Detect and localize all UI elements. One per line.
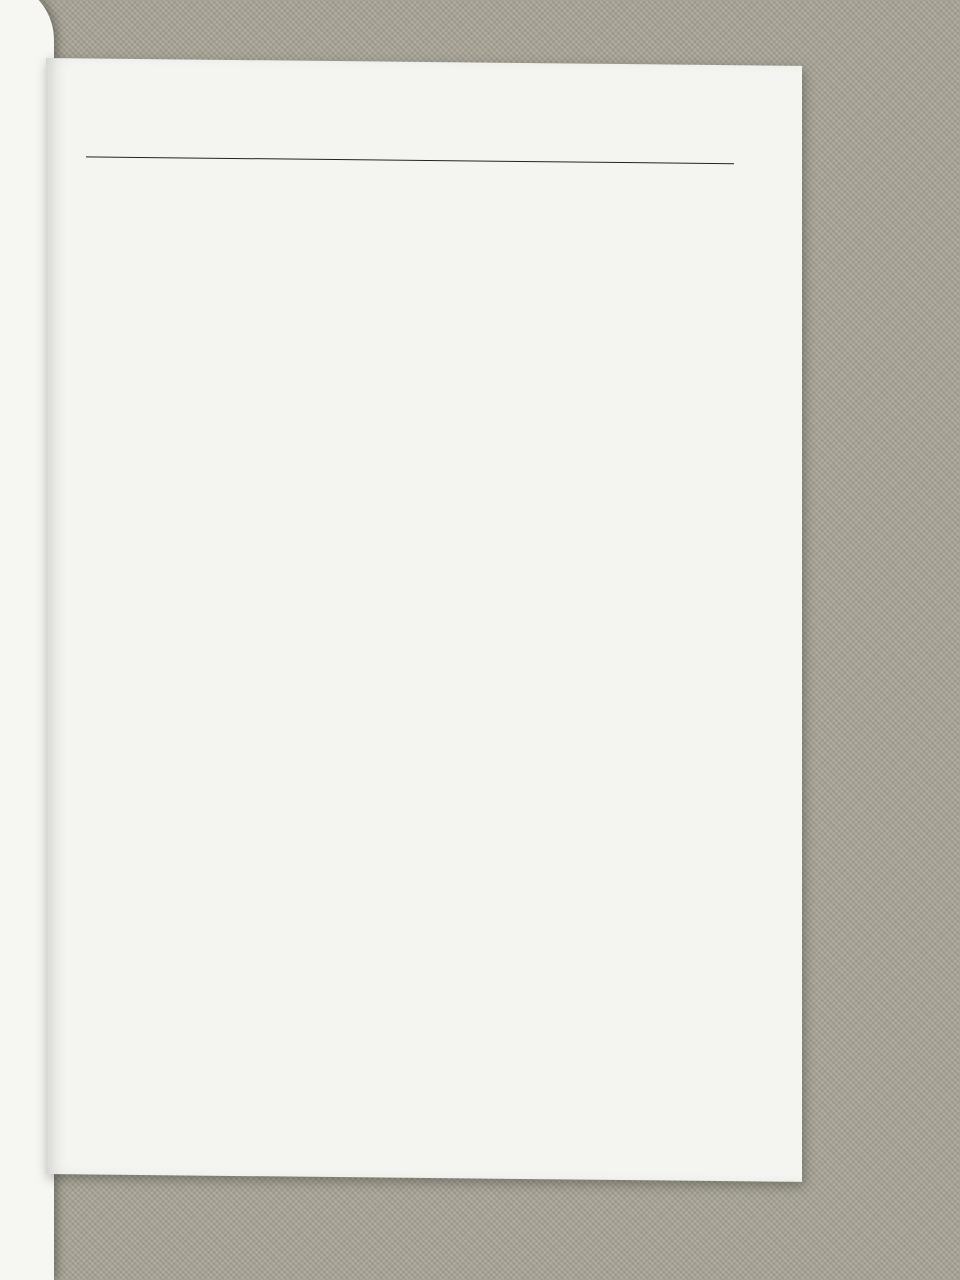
toc	[74, 138, 734, 182]
toc-section-bottom	[74, 175, 734, 182]
chapter-heading	[86, 152, 734, 164]
toc-section-top	[74, 138, 734, 145]
contents-page	[46, 58, 802, 1182]
